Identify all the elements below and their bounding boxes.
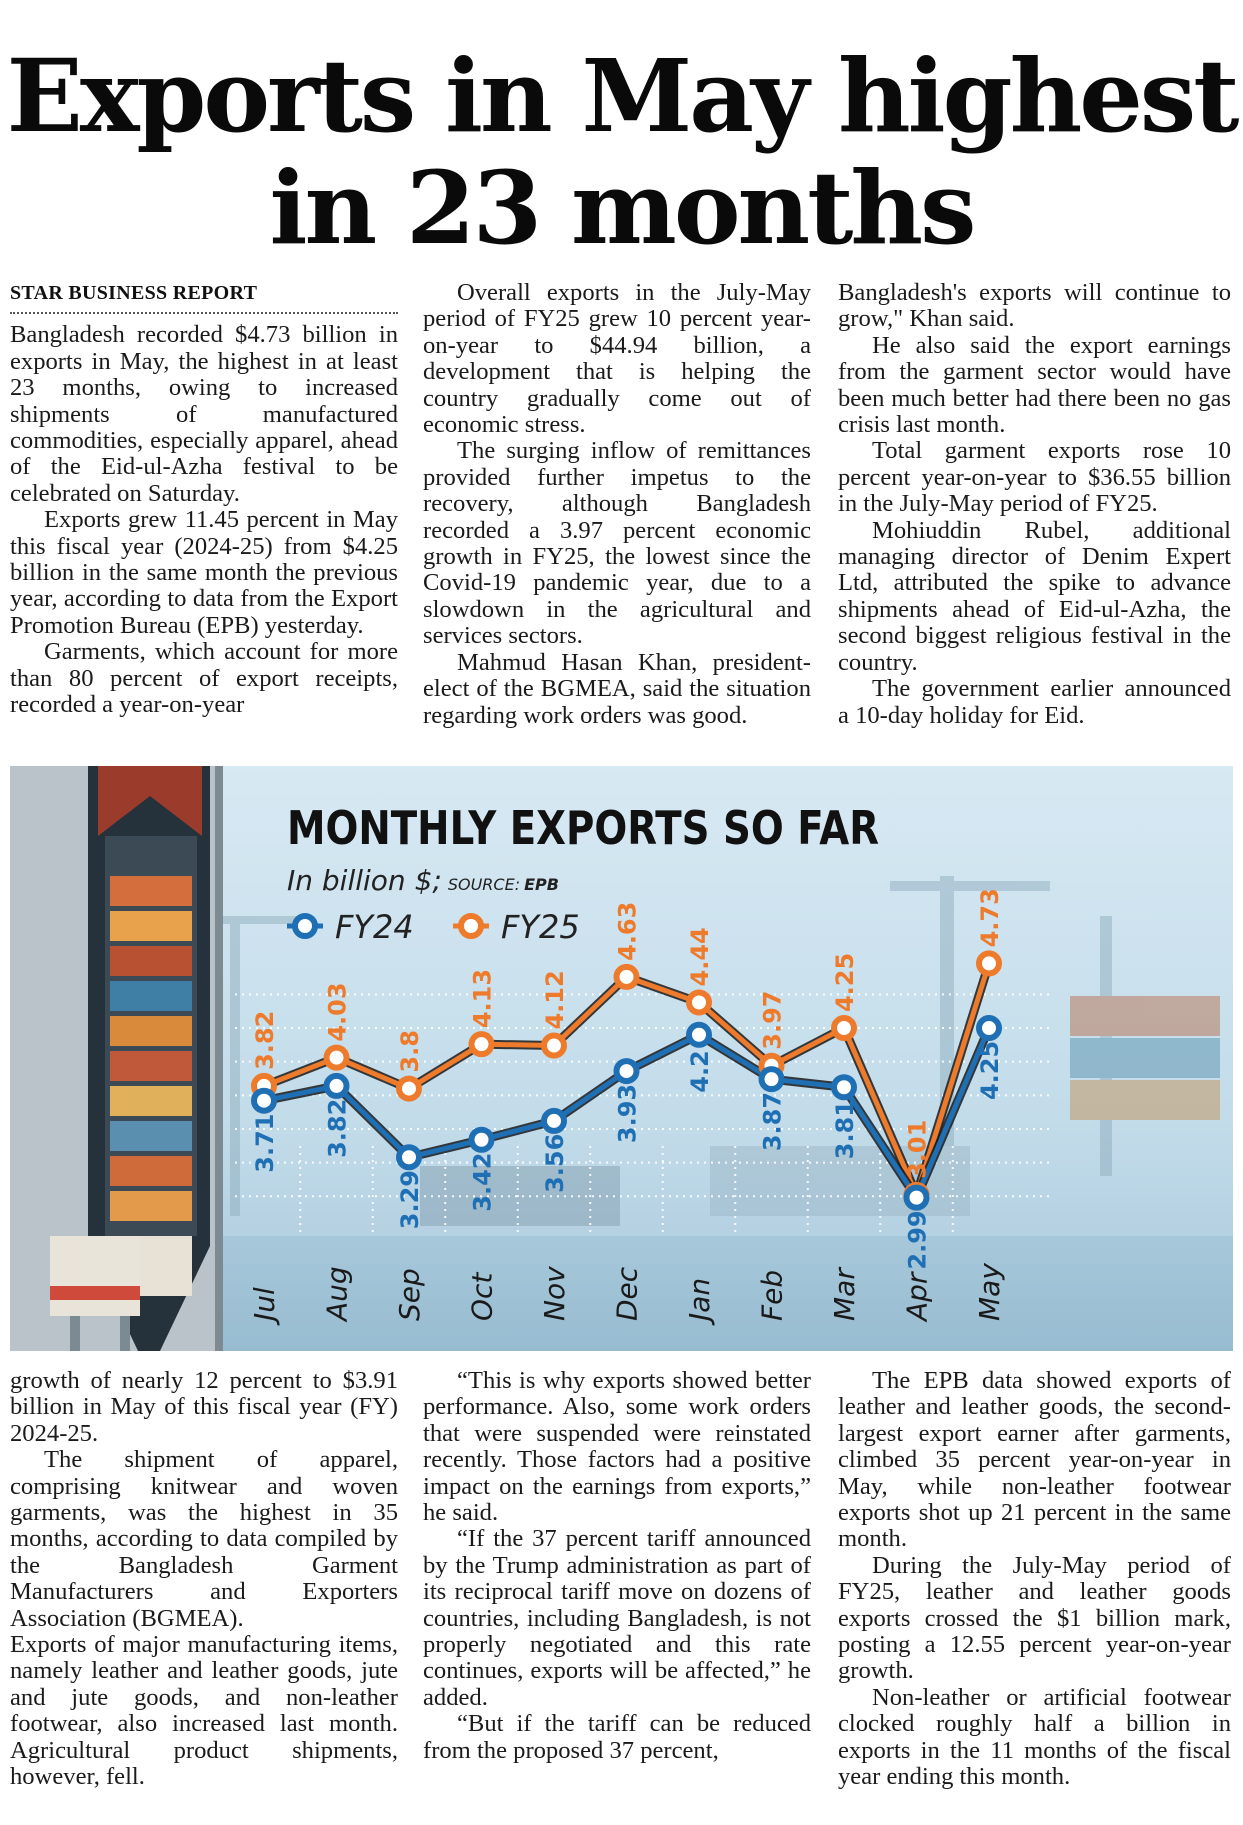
point-fy24 <box>399 1147 419 1167</box>
chart-source: EPB <box>524 875 559 894</box>
crane-leg <box>120 1316 130 1351</box>
data-label-fy24: 3.71 <box>251 1113 279 1173</box>
headline-line-2: in 23 months <box>269 149 974 267</box>
crane-cabin <box>50 1236 140 1316</box>
paragraph: The surging inflow of remittances provided further impetus to the recovery, although Bangladesh recorded a 3.97 percent economic growth in FY25, the lowest since the Covid-19 pandemic year, due to a slowdown in the agricultural and services sectors. <box>423 437 811 650</box>
point-fy25 <box>544 1036 564 1056</box>
point-fy24 <box>834 1077 854 1097</box>
container-row-5 <box>110 1016 192 1046</box>
category-label: Jul <box>248 1287 281 1321</box>
data-label-fy24: 3.82 <box>323 1098 352 1158</box>
point-fy24 <box>472 1130 492 1150</box>
point-fy24 <box>254 1091 274 1111</box>
article-column-top-3 <box>838 280 1231 729</box>
container-row-8 <box>110 1121 192 1151</box>
article-column-bottom-1 <box>10 1368 398 1791</box>
container-row-2 <box>110 911 192 941</box>
data-label-fy25: 4.63 <box>613 901 642 961</box>
data-label-fy24: 2.99 <box>903 1210 932 1270</box>
paragraph: Non-leather or artificial footwear clocked roughly half a billion in exports in the 11 months of the fiscal year ending this month. <box>838 1683 1231 1791</box>
data-label-fy25: 3.97 <box>758 990 787 1050</box>
point-fy24 <box>907 1188 927 1208</box>
category-label: Jan <box>683 1277 716 1321</box>
category-label: Dec <box>610 1266 644 1321</box>
data-label-fy25: 4.03 <box>323 982 352 1042</box>
paragraph: Overall exports in the July-May period of FY25 grew 10 percent year-on-year to $44.94 billion, a development that is helping the country gradually come out of economic stress. <box>423 279 811 439</box>
point-fy24 <box>327 1076 347 1096</box>
paragraph: “If the 37 percent tariff announced by the Trump administration as part of its reciprocal tariff move on dozens of countries, including Bangladesh, is not properly negotiated and this rate continues, exports will be affected,” he added. <box>423 1525 811 1711</box>
chart-subtitle: In billion $; <box>287 864 442 897</box>
bg-container-stack-3 <box>1070 1080 1220 1120</box>
data-label-fy24: 3.29 <box>396 1170 424 1230</box>
data-label-fy25: 4.44 <box>686 927 714 987</box>
paragraph: growth of nearly 12 percent to $3.91 billion in May of this fiscal year (FY) 2024-25. <box>10 1367 398 1447</box>
paragraph: During the July-May period of FY25, leather and leather goods exports crossed the $1 billion mark, posting a 12.55 percent year-on-year growth. <box>838 1551 1231 1685</box>
paragraph: The government earlier announced a 10-day holiday for Eid. <box>838 675 1231 729</box>
container-row-6 <box>110 1051 192 1081</box>
paragraph: The shipment of apparel, comprising knitwear and woven garments, was the highest in 35 months, according to data compiled by the Bangladesh Garment Manufacturers and Exporters Association (BGMEA). <box>10 1446 398 1632</box>
category-label: Sep <box>393 1268 426 1321</box>
data-label-fy24: 3.56 <box>541 1133 569 1193</box>
data-label-fy24: 4.25 <box>976 1040 1004 1101</box>
container-row-10 <box>110 1191 192 1221</box>
article-column-bottom-3 <box>838 1368 1231 1791</box>
legend-fy25-label: FY25 <box>501 908 580 946</box>
category-label: Oct <box>465 1272 499 1321</box>
data-label-fy25: 3.8 <box>396 1030 424 1073</box>
bg-container-stack-1 <box>1070 996 1220 1036</box>
point-fy24 <box>979 1018 999 1038</box>
container-row-4 <box>110 981 192 1011</box>
data-label-fy24: 3.93 <box>613 1083 642 1144</box>
category-label: Feb <box>755 1269 789 1321</box>
article-column-top-1 <box>10 280 398 719</box>
category-label: Nov <box>538 1266 571 1321</box>
point-fy25 <box>834 1018 854 1038</box>
category-label: Mar <box>828 1268 861 1321</box>
data-label-fy25: 4.25 <box>831 952 859 1013</box>
point-fy25 <box>617 967 637 987</box>
data-label-fy25: 4.12 <box>541 970 569 1030</box>
legend-fy24-marker <box>295 916 315 936</box>
paragraph: Exports grew 11.45 percent in May this fiscal year (2024-25) from $4.25 billion in the same month the previous year, according to data from the Export Promotion Bureau (EPB) yesterday. <box>10 506 398 639</box>
crane-leg <box>70 1316 80 1351</box>
paragraph: The EPB data showed exports of leather and leather goods, the second-largest export earner after garments, climbed 35 percent year-on-year in May, while non-leather footwear exports shot up 21 percent in the same month. <box>838 1367 1231 1553</box>
crane-stripe <box>50 1286 140 1300</box>
data-label-fy25: 3.01 <box>903 1119 932 1179</box>
point-fy25 <box>979 953 999 973</box>
point-fy24 <box>689 1025 709 1045</box>
data-label-fy24: 3.81 <box>831 1100 859 1160</box>
headline-line-1: Exports in May highest <box>6 37 1237 155</box>
point-fy25 <box>399 1079 419 1099</box>
data-label-fy25: 4.73 <box>976 888 1004 948</box>
chart-source-label: SOURCE: <box>447 875 521 894</box>
point-fy25 <box>689 992 709 1012</box>
legend-fy25-marker <box>461 916 481 936</box>
data-label-fy24: 4.2 <box>686 1050 714 1093</box>
paragraph: Bangladesh recorded $4.73 billion in exports in May, the highest in at least 23 months, owing to increased shipments of manufactured commodities, especially apparel, ahead of the Eid-ul-Azha festival to be celebrated on Saturday. <box>10 321 398 507</box>
point-fy24 <box>762 1069 782 1089</box>
category-label: Apr <box>900 1272 934 1321</box>
data-label-fy25: 4.13 <box>468 968 497 1029</box>
container-row-3 <box>110 946 192 976</box>
headline <box>0 37 1243 267</box>
category-label: Aug <box>320 1266 354 1321</box>
bg-container-stack-2 <box>1070 1038 1220 1078</box>
container-row-9 <box>110 1156 192 1186</box>
point-fy24 <box>544 1111 564 1131</box>
dock-edge <box>215 766 223 1351</box>
bg-crane-3 <box>230 916 240 1216</box>
paragraph: Mahmud Hasan Khan, president-elect of the BGMEA, said the situation regarding work orders was good. <box>423 648 811 729</box>
exports-line-chart <box>10 766 1233 1351</box>
paragraph: Exports of major manufacturing items, namely leather and leather goods, jute and jute goods, and non-leather footwear, also increased last month. Agricultural product shipments, however, fell. <box>10 1631 398 1791</box>
article-column-bottom-2 <box>423 1368 811 1764</box>
point-fy25 <box>472 1034 492 1054</box>
article-column-top-2 <box>423 280 811 729</box>
point-fy25 <box>327 1048 347 1068</box>
data-label-fy24: 3.87 <box>758 1091 787 1152</box>
paragraph: Mohiuddin Rubel, additional managing director of Denim Expert Ltd, attributed the spike to advance shipments ahead of Eid-ul-Azha, the second biggest religious festival in the country. <box>838 516 1231 676</box>
chart-title: MONTHLY EXPORTS SO FAR <box>287 801 879 855</box>
data-label-fy24: 3.42 <box>468 1152 497 1212</box>
bg-crane-1-arm <box>890 881 1050 891</box>
paragraph: Bangladesh's exports will continue to grow," Khan said. <box>838 279 1231 333</box>
exports-infographic <box>10 766 1233 1351</box>
paragraph: Total garment exports rose 10 percent year-on-year to $36.55 billion in the July-May period of FY25. <box>838 437 1231 518</box>
container-row-7 <box>110 1086 192 1116</box>
point-fy24 <box>617 1061 637 1081</box>
byline: STAR BUSINESS REPORT <box>10 280 398 314</box>
legend-fy24-label: FY24 <box>335 908 414 946</box>
paragraph: “This is why exports showed better performance. Also, some work orders that were suspended were reinstated recently. Those factors had a positive impact on the earnings from exports,” he said. <box>423 1367 811 1527</box>
container-row-1 <box>110 876 192 906</box>
paragraph: He also said the export earnings from the garment sector would have been much better had there been no gas crisis last month. <box>838 331 1231 439</box>
paragraph: Garments, which account for more than 80 percent of export receipts, recorded a year-on-year <box>10 638 398 719</box>
data-label-fy25: 3.82 <box>251 1010 279 1070</box>
category-label: May <box>973 1263 1006 1321</box>
paragraph: “But if the tariff can be reduced from the proposed 37 percent, <box>423 1710 811 1764</box>
